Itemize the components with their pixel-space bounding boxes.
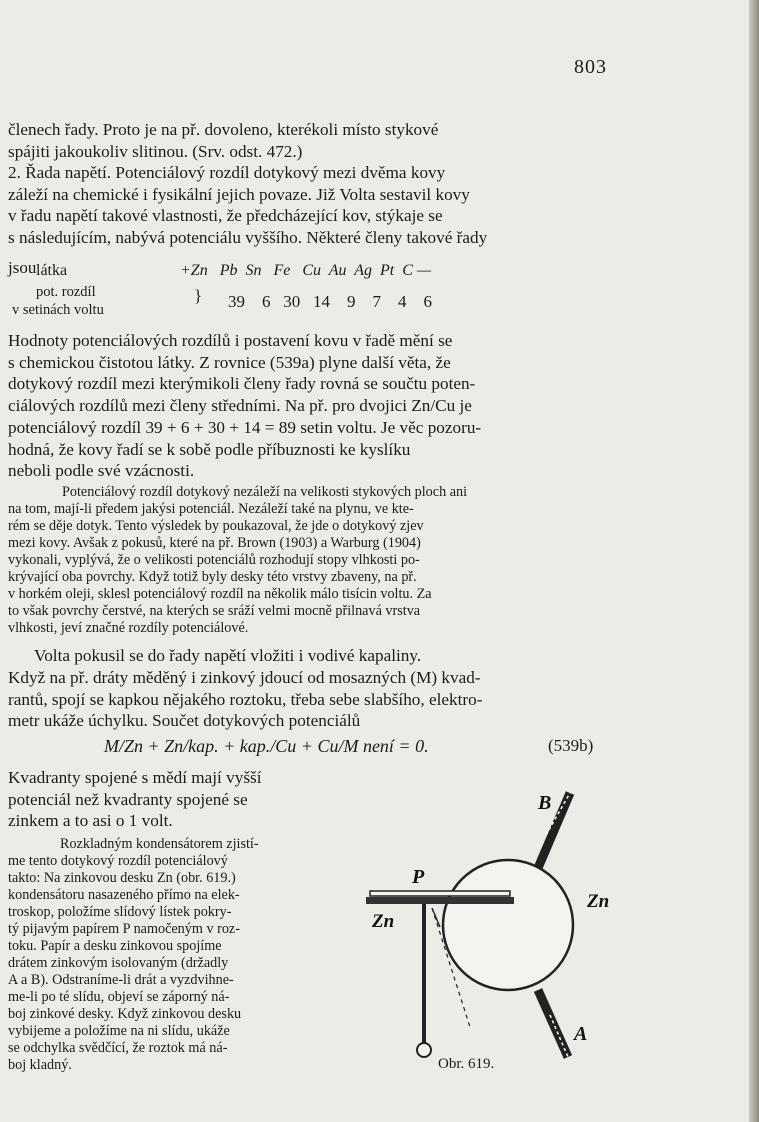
zinc-disc [443, 860, 573, 990]
page-edge [749, 0, 759, 1122]
text-line: hodná, že kovy řadí se k sobě podle příbuznosti ke kyslíku [8, 440, 411, 459]
left-column-line: Kvadranty spojené s mědí mají vyšší [8, 768, 262, 787]
page-number: 803 [574, 56, 607, 78]
text-line: potenciálový rozdíl 39 + 6 + 30 + 14 = 89 setin voltu. Je věc pozoru- [8, 418, 482, 437]
text-line: s následujícím, nabývá potenciálu vyššího. Některé členy takové řady [8, 228, 488, 247]
label-b: B [538, 792, 552, 814]
text-line: členech řady. Proto je na př. dovoleno, kterékoli místo stykové [8, 120, 439, 139]
note-line: v horkém oleji, sklesl potenciálový rozdíl na několik málo tisícin voltu. Za [8, 586, 432, 602]
row-label-unit: v setinách voltu [12, 302, 104, 318]
text-line: metr ukáže úchylku. Součet dotykových potenciálů [8, 711, 361, 730]
row-label-potential: pot. rozdíl [36, 284, 96, 300]
pointer-line [432, 908, 440, 927]
potential-values: 39 6 30 14 9 7 4 6 [228, 292, 432, 311]
note-line: to však povrchy čerstvé, na kterých se sráží velmi mocně přilnavá vrstva [8, 603, 421, 619]
voltage-series-table [8, 258, 608, 328]
electroscope-knob [417, 1043, 431, 1057]
text-line: rantů, spojí se kapkou nějakého roztoku, třeba sebe slabšího, elektro- [8, 690, 483, 709]
left-note-line: toku. Papír a desku zinkovou spojíme [8, 938, 222, 954]
handle-a [538, 990, 568, 1057]
left-note-line: me-li po té slídu, objeví se záporný ná- [8, 989, 230, 1005]
text-line: 2. Řada napětí. Potenciálový rozdíl dotykový mezi dvěma kovy [8, 163, 446, 182]
text-line: dotykový rozdíl mezi kterýmikoli členy řady rovná se součtu poten- [8, 374, 476, 393]
note-line: Potenciálový rozdíl dotykový nezáleží na velikosti stykových ploch ani [62, 484, 468, 500]
text-line: ciálových rozdílů mezi členy středními. Na př. pro dvojici Zn/Cu je [8, 396, 472, 415]
label-zn-left: Zn [372, 911, 395, 932]
left-note-line: se odchylka svědčící, že roztok má ná- [8, 1040, 228, 1056]
note-line: na tom, mají-li předem jakýsi potenciál. Nezáleží také na plynu, ve kte- [8, 501, 414, 517]
left-column-line: zinkem a to asi o 1 volt. [8, 811, 173, 830]
row-label-substance: látka [36, 262, 68, 279]
text-line: Volta pokusil se do řady napětí vložiti i vodivé kapaliny. [34, 646, 422, 665]
left-note-line: kondensátoru nasazeného přímo na elek- [8, 887, 240, 903]
note-line: vykonali, vyplývá, že o velikosti potenciálů rozhodují stopy vlhkosti po- [8, 552, 420, 568]
table-intro: jsou [8, 258, 37, 277]
figure-619 [360, 775, 630, 1105]
left-note-line: tý pijavým papírem P namočeným v roz- [8, 921, 240, 937]
left-note-line: me tento dotykový rozdíl potenciálový [8, 853, 228, 869]
text-line: Když na př. dráty měděný i zinkový jdoucí od mosazných (M) kvad- [8, 668, 481, 687]
label-a: A [574, 1023, 588, 1045]
note-line: krývající oba povrchy. Když totiž byly desky této vrstvy zbaveny, na př. [8, 569, 417, 585]
figure-caption: Obr. 619. [438, 1056, 495, 1072]
left-note-line: drátem zinkovým isolovaným (držadly [8, 955, 229, 971]
left-note-line: Rozkladným kondensátorem zjistí- [60, 836, 259, 852]
note-line: rém se děje dotyk. Tento výsledek by poukazoval, že jde o dotykový zjev [8, 518, 424, 534]
metal-series: +Zn Pb Sn Fe Cu Au Ag Pt C — [180, 262, 432, 279]
brace: } [194, 286, 203, 305]
equation-number: (539b) [548, 736, 594, 755]
equation: M/Zn + Zn/kap. + kap./Cu + Cu/M není = 0. [104, 736, 429, 756]
text-line: záleží na chemické i fysikální jejich povaze. Již Volta sestavil kovy [8, 185, 470, 204]
note-line: mezi kovy. Avšak z pokusů, které na př. Brown (1903) a Warburg (1904) [8, 535, 421, 551]
left-note-line: A a B). Odstraníme-li drát a vyzdvihne- [8, 972, 234, 988]
text-line: v řadu napětí takové vlastnosti, že předcházející kov, stýkaje se [8, 206, 443, 225]
blotting-paper [370, 891, 510, 896]
left-note-line: boj zinkové desky. Když zinkovou desku [8, 1006, 242, 1022]
zinc-plate [366, 897, 514, 904]
label-zn-right: Zn [587, 891, 610, 912]
left-note-line: boj kladný. [8, 1057, 72, 1073]
text-line: Hodnoty potenciálových rozdílů i postavení kovu v řadě mění se [8, 331, 453, 350]
text-line: spájiti jakoukoliv slitinou. (Srv. odst. 472.) [8, 142, 303, 161]
label-p: P [412, 866, 425, 888]
left-column-line: potenciál než kvadranty spojené se [8, 790, 248, 809]
left-note-line: vybijeme a položíme na ni slídu, ukáže [8, 1023, 230, 1039]
text-line: neboli podle své vzácnosti. [8, 461, 195, 480]
left-note-line: takto: Na zinkovou desku Zn (obr. 619.) [8, 870, 236, 886]
note-line: vlhkosti, jeví značné rozdíly potenciálové. [8, 620, 249, 636]
text-line: s chemickou čistotou látky. Z rovnice (539a) plyne další věta, že [8, 353, 451, 372]
left-note-line: troskop, položíme slídový lístek pokry- [8, 904, 232, 920]
